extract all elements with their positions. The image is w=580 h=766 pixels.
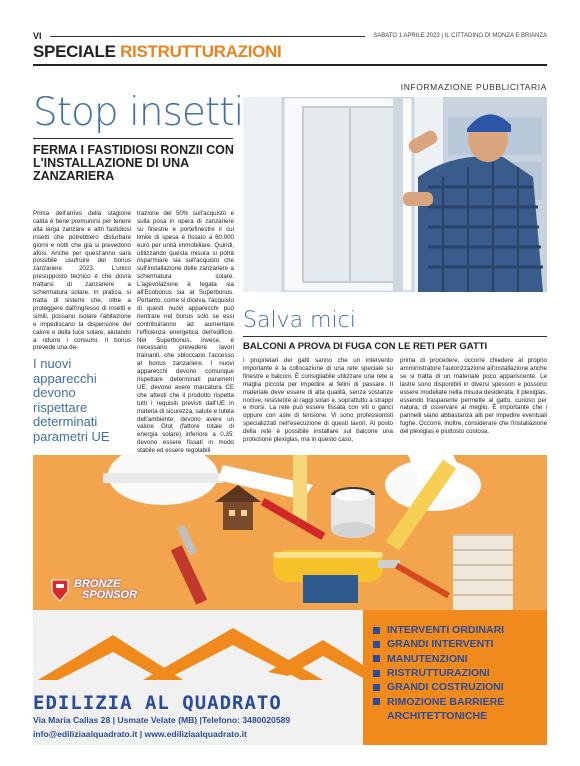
company-address: Via Maria Callas 28 | Usmate Velate (MB) |Telefono: 3480020589 xyxy=(33,715,291,725)
badge-line-1: BRONZE xyxy=(74,578,121,590)
bullet-square-icon xyxy=(373,670,380,677)
article1-headline: Stop insetti xyxy=(33,90,244,135)
article1-column-2: trazione del 50% sull'acquisto e sulla posa in opera di zanzariere su finestre e portefinestre il cui limite di spesa è fissato a 60.000 euro per unità immobiliare. Quindi, utilizzando questa misura si potrà risparmiare sia sull'acquisto che sull'installazione delle zanzariere a schermatura solare. L'agevolazione è legata sia all'Ecobonus sia al Superbonus. Pertanto, come si diceva, l'acquisto di questi nuovi apparecchi può rientrare nel bonus solo se essi contribuiranno ad aumentare l'efficienza energetica dell'edificio. Nel Superbonus, invece, è necessario prevedere lavori trainanti, che sbloccano l'accesso al bonus zanzariere. I nuovi apparecchi devono comunque rispettare determinati parametri UE: devono avere marcatura CE che attesti che il prodotto rispetta tutti i requisiti previsti dall'UE in materia di sicurezza, salute e tutela dell'ambiente; devono avere un valore Gtot (fattore totale di energia solare) inferiore a 0,35: devono essere fissati in modo stabile ed essere regolabili xyxy=(137,210,234,455)
article2-rule xyxy=(243,336,547,337)
article2-subheadline: BALCONI A PROVA DI FUGA CON LE RETI PER GATTI xyxy=(243,341,488,352)
service-item: RIMOZIONE BARRIERE xyxy=(373,694,504,708)
article1-column-1: Prima dell'arrivo della stagione calda è bene premunirsi per tenere alla larga zanzare e altri fastidiosi insetti che potrebbero disturbare giorni e notti che già si prevedono afosi. Anche per quest'anno sarà possibile usufruire del bonus zanzariere 2023. L'unico presupposto tecnico è che dovrà trattarsi di zanzariere a schermatura solare. In pratica, si tratta di sistemi che, oltre a proteggere dall'ingresso di insetti e simili, possano isolare l'abitazione e impediscano la dispersione del calore e della luce solare, aiutando a ridurre i consumi. Il bonus prevede una de- xyxy=(33,210,131,352)
page-number: VI xyxy=(33,31,42,41)
issue-date-publication: SABATO 1 APRILE 2023 | IL CITTADINO DI MONZA E BRIANZA xyxy=(373,33,547,39)
service-item: GRANDI COSTRUZIONI xyxy=(373,680,504,694)
bullet-square-icon xyxy=(373,627,380,634)
service-item: MANUTENZIONI xyxy=(373,652,504,666)
service-item: RISTRUTTURAZIONI xyxy=(373,666,504,680)
bullet-square-icon xyxy=(373,641,380,648)
service-item: GRANDI INTERVENTI xyxy=(373,637,504,651)
article2-headline: Salva mici xyxy=(243,308,356,333)
section-title xyxy=(33,42,281,62)
article2-column-1: I proprietari dei gatti sanno che un intervento importante è la collocazione di una rete speciale su finestre e balconi. È consigliabile utilizzare una rete a maglia piccola per impedire ai felini di passare. Il materiale deve essere di alta qualità, senza sostanze nocive, resistente ai raggi solari e, soprattutto a strappi e morsi. La rete può essere fissata con viti o ganci oppure con aste di tensione. Vi sono professionisti specializzati nell'esecuzione di questi lavori. Al posto della rete è possibile installare sul balcone una protezione plexiglas, ma in questo caso, xyxy=(243,357,393,444)
service-item: INTERVENTI ORDINARI xyxy=(373,623,504,637)
article1-rule xyxy=(33,138,233,139)
article1-photo xyxy=(243,97,547,292)
section-prefix: SPECIALE xyxy=(33,42,116,61)
section-rule xyxy=(33,64,547,66)
service-item: ARCHITETTONICHE xyxy=(387,709,488,722)
article1-subheadline: FERMA I FASTIDIOSI RONZII CON L'INSTALLAZIONE DI UNA ZANZARIERA xyxy=(33,143,234,183)
article1-pullquote: I nuovi apparecchi devono rispettare determinati parametri UE xyxy=(33,356,110,444)
club-crest-icon xyxy=(51,579,69,601)
section-name: RISTRUTTURAZIONI xyxy=(120,42,282,61)
advertorial-label: INFORMAZIONE PUBBLICITARIA xyxy=(400,82,547,92)
article2-column-2: prima di procedere, occorre chiedere al proprio amministratore l'autorizzazione all'installazione anche se si tratta di un materiale poco appariscente. Le lastre sono disponibili in diversi spessori e possono essere modellate nella misura desiderata. Il plexiglas, essendo trasparente permette al gatto, curioso per natura, di osservare al meglio. È importante che i pannelli siano abbastanza alti per impedire eventuali fughe. Occorre, inoltre, considerare che l'installazione del plexiglas è piuttosto costosa. xyxy=(400,357,548,436)
page-header-bar xyxy=(33,30,547,42)
bullet-square-icon xyxy=(373,655,380,662)
bronze-sponsor-badge xyxy=(51,579,137,601)
services-list xyxy=(373,623,504,723)
company-name: EDILIZIA AL QUADRATO xyxy=(33,692,282,714)
header-divider xyxy=(50,36,366,37)
bullet-square-icon xyxy=(373,684,380,691)
bullet-square-icon xyxy=(373,698,380,705)
worker-installing-window-illustration xyxy=(243,97,547,292)
advertisement xyxy=(33,455,547,745)
company-contacts: info@ediliziaalquadrato.it | www.ediliziaalquadrato.it xyxy=(33,729,247,739)
badge-line-2: SPONSOR xyxy=(82,589,138,601)
